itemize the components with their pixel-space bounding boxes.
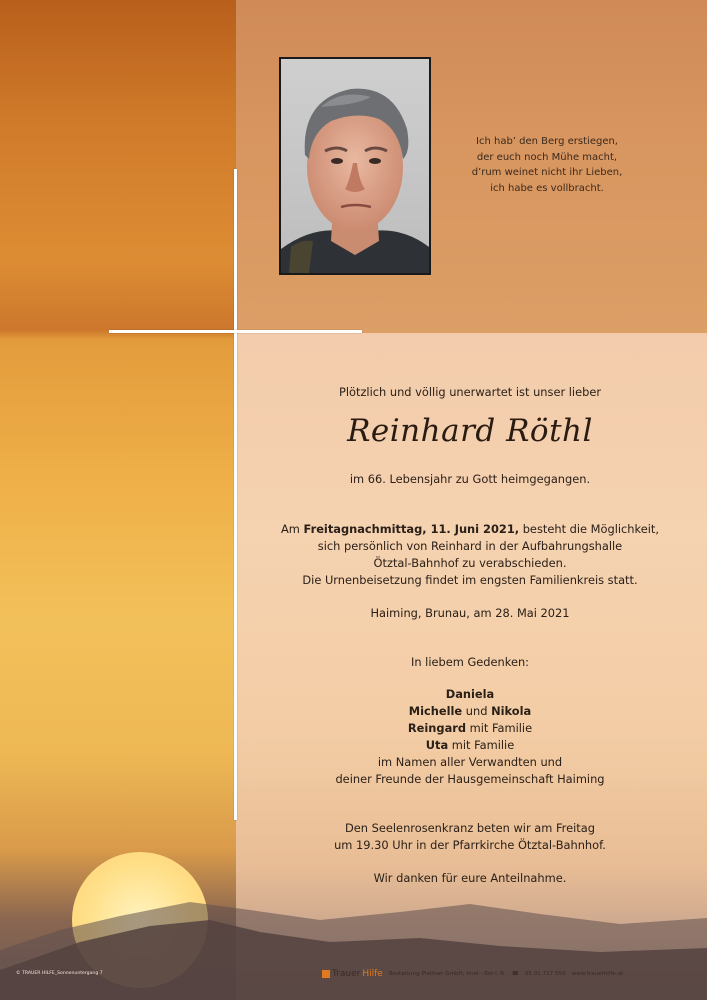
portrait-image — [281, 59, 429, 273]
phone-icon: ☎ — [511, 971, 519, 977]
website-link[interactable]: www.trauerhilfe.at — [571, 971, 624, 977]
mourner-line-4 — [270, 737, 670, 754]
phone-number: 05 01 717 550 — [524, 971, 566, 977]
memory-heading: In liebem Gedenken: — [410, 655, 530, 669]
poem-line: Ich hab’ den Berg erstiegen, — [476, 136, 618, 147]
company-name: Bestattung Plattner GmbH, Imst - Rot i. R. — [388, 971, 506, 977]
farewell-rest: besteht die Möglichkeit, — [522, 522, 659, 536]
logo-mark-icon — [322, 970, 330, 978]
mourner-und: und — [465, 704, 488, 718]
mourner-nikola: Nikola — [491, 704, 532, 718]
intro-line: Plötzlich und völlig unerwartet ist unser lieber — [338, 385, 602, 399]
farewell-paragraph — [270, 521, 670, 589]
poem-line: ich habe es vollbracht. — [490, 182, 604, 194]
mourner-daniela: Daniela — [445, 687, 495, 701]
mourner-uta: Uta — [425, 738, 449, 752]
age-line: im 66. Lebensjahr zu Gott heimgegangen. — [349, 472, 591, 486]
farewell-line-2: sich persönlich von Reinhard in der Aufbahrungshalle — [317, 539, 623, 553]
place-date: Haiming, Brunau, am 28. Mai 2021 — [370, 606, 570, 620]
mourner-line-6: deiner Freunde der Hausgemeinschaft Haiming — [335, 772, 605, 786]
logo-text-1: Trauer — [332, 969, 361, 979]
rosary-line-2: um 19.30 Uhr in der Pfarrkirche Ötztal-Bahnhof. — [334, 838, 606, 852]
farewell-line-4: Die Urnenbeisetzung findet im engsten Familienkreis statt. — [302, 573, 638, 587]
mourner-uta-rest: mit Familie — [451, 738, 515, 752]
rosary-line-1: Den Seelenrosenkranz beten wir am Freitag — [345, 821, 595, 835]
farewell-line-3: Ötztal-Bahnhof zu verabschieden. — [373, 556, 567, 570]
poem-line: der euch noch Mühe macht, — [476, 151, 618, 163]
poem-line: d’rum weinet nicht ihr Lieben, — [471, 167, 623, 178]
cross-vertical-bar — [234, 169, 237, 820]
poem — [452, 134, 642, 196]
farewell-line-1 — [270, 521, 670, 538]
mountain-silhouette — [0, 880, 707, 1000]
trauerhilfe-logo — [322, 969, 383, 979]
deceased-name: Reinhard Röthl — [347, 413, 593, 449]
thanks-line: Wir danken für eure Anteilnahme. — [373, 871, 567, 885]
mourner-line-5: im Namen aller Verwandten und — [377, 755, 563, 769]
portrait-photo — [279, 57, 431, 275]
farewell-date: Freitagnachmittag, 11. Juni 2021, — [303, 522, 520, 536]
logo-text-2: Hilfe — [362, 969, 383, 979]
farewell-am: Am — [281, 522, 300, 536]
mourner-michelle: Michelle — [408, 704, 463, 718]
copyright-note: © TRAUER HILFE_Sonnenuntergang 7 — [16, 971, 103, 976]
cross-horizontal-bar — [109, 330, 362, 333]
mourner-line-2 — [270, 703, 670, 720]
mourners-list — [270, 686, 670, 788]
mourner-line-3 — [270, 720, 670, 737]
mourner-reingard-rest: mit Familie — [469, 721, 533, 735]
mourner-reingard: Reingard — [407, 721, 467, 735]
footer-bar — [322, 969, 623, 979]
rosary-paragraph — [270, 820, 670, 854]
